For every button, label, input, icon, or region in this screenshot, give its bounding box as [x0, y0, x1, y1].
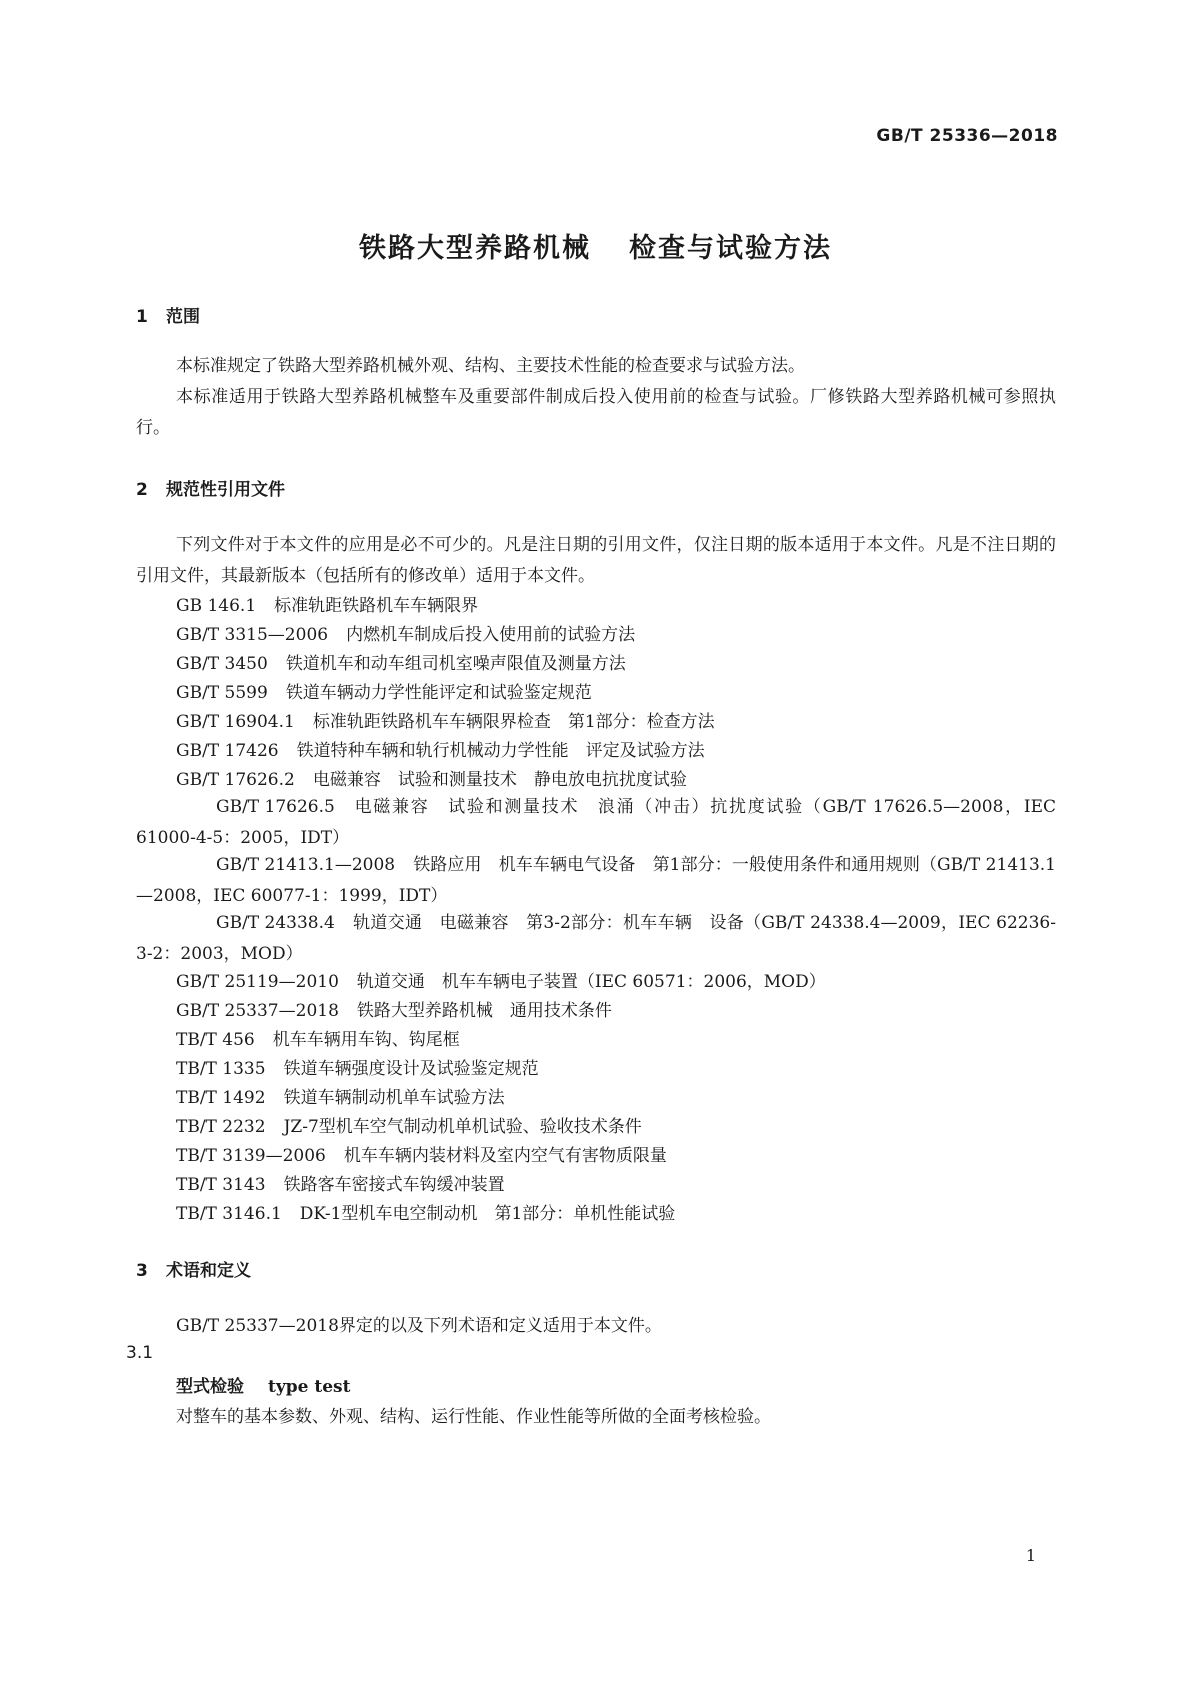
- reference-item: GB/T 5599 铁道车辆动力学性能评定和试验鉴定规范: [176, 683, 592, 703]
- reference-item: GB/T 16904.1 标准轨距铁路机车车辆限界检查 第1部分：检查方法: [176, 712, 715, 732]
- scope-paragraph-2: 本标准适用于铁路大型养路机械整车及重要部件制成后投入使用前的检查与试验。厂修铁路大型养路机械可参照执行。: [136, 387, 1056, 438]
- terms-intro: GB/T 25337—2018界定的以及下列术语和定义适用于本文件。: [176, 1316, 662, 1336]
- reference-item: TB/T 3146.1 DK-1型机车电空制动机 第1部分：单机性能试验: [176, 1204, 676, 1224]
- term-heading: 型式检验 type test: [176, 1377, 351, 1397]
- reference-item: GB/T 24338.4 轨道交通 电磁兼容 第3-2部分：机车车辆 设备（GB/T 24338.4—2009，IEC 62236-3-2：2003，MOD）: [136, 913, 1056, 964]
- scope-paragraph-1: 本标准规定了铁路大型养路机械外观、结构、主要技术性能的检查要求与试验方法。: [176, 356, 805, 376]
- reference-item: GB/T 21413.1—2008 铁路应用 机车车辆电气设备 第1部分：一般使用条件和通用规则（GB/T 21413.1—2008，IEC 60077-1：1999，IDT）: [136, 855, 1056, 906]
- reference-item: TB/T 1335 铁道车辆强度设计及试验鉴定规范: [176, 1059, 539, 1079]
- page-number: 1: [1025, 1546, 1036, 1565]
- reference-item: GB/T 3450 铁道机车和动车组司机室噪声限值及测量方法: [176, 654, 626, 674]
- standard-number: GB/T 25336—2018: [876, 126, 1058, 146]
- reference-item: TB/T 3143 铁路客车密接式车钩缓冲装置: [176, 1175, 505, 1195]
- reference-item: GB/T 17426 铁道特种车辆和轨行机械动力学性能 评定及试验方法: [176, 741, 705, 761]
- normative-intro: 下列文件对于本文件的应用是必不可少的。凡是注日期的引用文件，仅注日期的版本适用于本文件。凡是不注日期的引用文件，其最新版本（包括所有的修改单）适用于本文件。: [136, 535, 1056, 586]
- document-title: [0, 226, 1191, 265]
- term-number: 3.1: [126, 1343, 154, 1363]
- reference-item: GB/T 3315—2006 内燃机车制成后投入使用前的试验方法: [176, 625, 636, 645]
- reference-item: TB/T 2232 JZ-7型机车空气制动机单机试验、验收技术条件: [176, 1117, 642, 1137]
- reference-item: TB/T 456 机车车辆用车钩、钩尾框: [176, 1030, 460, 1050]
- reference-item: GB/T 17626.2 电磁兼容 试验和测量技术 静电放电抗扰度试验: [176, 770, 687, 790]
- section-1-heading: 1 范围: [136, 307, 200, 327]
- reference-item: GB/T 25119—2010 轨道交通 机车车辆电子装置（IEC 60571：2006，MOD）: [176, 972, 826, 992]
- title-part2: 检查与试验方法: [629, 233, 832, 264]
- reference-item: TB/T 1492 铁道车辆制动机单车试验方法: [176, 1088, 505, 1108]
- section-3-heading: 3 术语和定义: [136, 1261, 251, 1281]
- reference-item: TB/T 3139—2006 机车车辆内装材料及室内空气有害物质限量: [176, 1146, 667, 1166]
- section-2-heading: 2 规范性引用文件: [136, 480, 285, 500]
- title-part1: 铁路大型养路机械: [359, 233, 591, 264]
- term-definition: 对整车的基本参数、外观、结构、运行性能、作业性能等所做的全面考核检验。: [176, 1407, 771, 1427]
- reference-item: GB/T 25337—2018 铁路大型养路机械 通用技术条件: [176, 1001, 612, 1021]
- reference-item: GB/T 17626.5 电磁兼容 试验和测量技术 浪涌（冲击）抗扰度试验（GB/T 17626.5—2008，IEC 61000-4-5：2005，IDT）: [136, 797, 1056, 848]
- reference-item: GB 146.1 标准轨距铁路机车车辆限界: [176, 596, 479, 616]
